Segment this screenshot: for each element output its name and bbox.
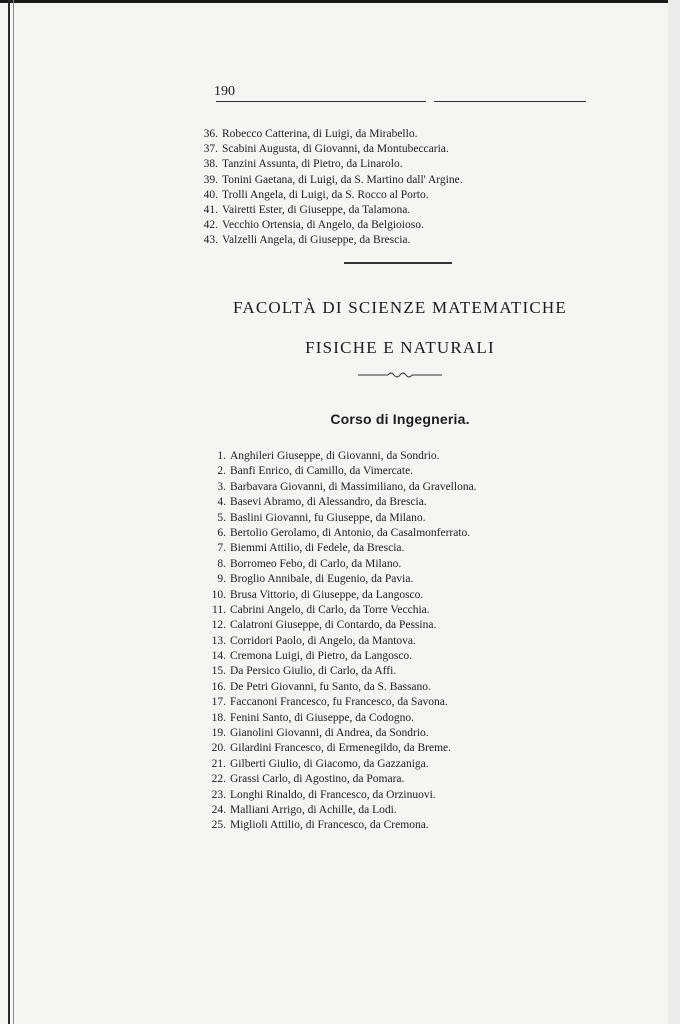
item-number: 6. bbox=[217, 526, 226, 539]
scan-edge-top bbox=[0, 0, 680, 3]
item-text: Cabrini Angelo, di Carlo, da Torre Vecchia. bbox=[230, 603, 430, 616]
item-text: Grassi Carlo, di Agostino, da Pomara. bbox=[230, 773, 405, 786]
item-number: 43. bbox=[203, 234, 218, 247]
item-number: 8. bbox=[217, 557, 226, 570]
item-text: Gianolini Giovanni, di Andrea, da Sondrio. bbox=[230, 727, 429, 740]
item-number: 38. bbox=[203, 158, 218, 171]
section-divider-rule bbox=[344, 262, 452, 264]
item-number: 17. bbox=[211, 696, 226, 709]
item-number: 14. bbox=[211, 650, 226, 663]
scan-margin-right bbox=[668, 0, 680, 1024]
header-rule-right bbox=[434, 101, 586, 102]
item-text: Banfi Enrico, di Camillo, da Vimercate. bbox=[230, 465, 414, 478]
item-number: 10. bbox=[211, 588, 226, 601]
item-text: Cremona Luigi, di Pietro, da Langosco. bbox=[230, 650, 413, 663]
item-number: 22. bbox=[211, 773, 226, 786]
scan-edge-left bbox=[8, 0, 10, 1024]
item-number: 39. bbox=[203, 173, 218, 186]
item-text: Vecchio Ortensia, di Angelo, da Belgioioso. bbox=[222, 219, 424, 232]
item-number: 11. bbox=[212, 603, 226, 616]
header-rule-left bbox=[216, 101, 426, 102]
course-title: Corso di Ingegneria. bbox=[330, 411, 470, 427]
item-number: 21. bbox=[211, 757, 226, 770]
item-text: Calatroni Giuseppe, di Contardo, da Pessina. bbox=[230, 619, 437, 632]
item-number: 40. bbox=[203, 188, 218, 201]
item-text: Gilberti Giulio, di Giacomo, da Gazzaniga. bbox=[230, 757, 429, 770]
item-number: 24. bbox=[211, 803, 226, 816]
item-text: Barbavara Giovanni, di Massimiliano, da Gravellona. bbox=[230, 480, 477, 493]
item-text: Da Persico Giulio, di Carlo, da Affi. bbox=[230, 665, 397, 678]
item-text: Miglioli Attilio, di Francesco, da Cremona. bbox=[230, 819, 429, 832]
item-number: 9. bbox=[217, 573, 226, 586]
item-number: 2. bbox=[217, 465, 226, 478]
item-number: 18. bbox=[211, 711, 226, 724]
item-text: Fenini Santo, di Giuseppe, da Codogno. bbox=[230, 711, 414, 724]
item-number: 4. bbox=[217, 496, 226, 509]
item-number: 7. bbox=[217, 542, 226, 555]
item-text: Basevi Abramo, di Alessandro, da Brescia. bbox=[230, 496, 427, 509]
page-number: 190 bbox=[214, 84, 235, 99]
item-text: Baslini Giovanni, fu Giuseppe, da Milano. bbox=[230, 511, 426, 524]
item-text: Bertolio Gerolamo, di Antonio, da Casalmonferrato. bbox=[230, 526, 471, 539]
item-text: Anghileri Giuseppe, di Giovanni, da Sondrio. bbox=[230, 450, 440, 462]
item-number: 5. bbox=[217, 511, 226, 524]
item-text: Valzelli Angela, di Giuseppe, da Brescia. bbox=[222, 234, 411, 247]
item-text: Malliani Arrigo, di Achille, da Lodi. bbox=[230, 803, 397, 816]
item-text: Tonini Gaetana, di Luigi, da S. Martino dall' Argine. bbox=[222, 173, 463, 186]
item-text: Broglio Annibale, di Eugenio, da Pavia. bbox=[230, 573, 414, 586]
item-number: 23. bbox=[211, 788, 226, 801]
item-text: Robecco Catterina, di Luigi, da Mirabello. bbox=[222, 128, 418, 140]
item-number: 15. bbox=[211, 665, 226, 678]
item-text: Tanzini Assunta, di Pietro, da Linarolo. bbox=[222, 158, 403, 171]
item-number: 25. bbox=[211, 819, 226, 832]
item-number: 42. bbox=[203, 219, 218, 232]
item-text: Trolli Angela, di Luigi, da S. Rocco al Porto. bbox=[222, 188, 429, 201]
scan-edge-left-inner bbox=[13, 0, 14, 1024]
faculty-title-line-1: FACOLTÀ DI SCIENZE MATEMATICHE bbox=[233, 298, 567, 317]
item-text: Longhi Rinaldo, di Francesco, da Orzinuovi. bbox=[230, 788, 436, 801]
item-number: 37. bbox=[203, 143, 218, 156]
item-number: 19. bbox=[211, 727, 226, 740]
item-text: De Petri Giovanni, fu Santo, da S. Bassano. bbox=[230, 680, 431, 693]
item-text: Brusa Vittorio, di Giuseppe, da Langosco. bbox=[230, 588, 424, 601]
item-text: Corridori Paolo, di Angelo, da Mantova. bbox=[230, 634, 416, 647]
item-text: Gilardini Francesco, di Ermenegildo, da Breme. bbox=[230, 742, 451, 755]
item-text: Faccanoni Francesco, fu Francesco, da Savona. bbox=[230, 696, 448, 709]
item-number: 16. bbox=[211, 680, 226, 693]
item-number: 1. bbox=[217, 450, 226, 462]
item-number: 3. bbox=[217, 480, 226, 493]
item-number: 36. bbox=[203, 128, 218, 140]
item-number: 20. bbox=[211, 742, 226, 755]
item-number: 12. bbox=[211, 619, 226, 632]
item-text: Borromeo Febo, di Carlo, da Milano. bbox=[230, 557, 402, 570]
ornament-divider-icon bbox=[358, 370, 442, 380]
item-number: 13. bbox=[211, 634, 226, 647]
item-text: Vairetti Ester, di Giuseppe, da Talamona. bbox=[222, 203, 411, 216]
faculty-title-line-2: FISICHE E NATURALI bbox=[305, 338, 495, 357]
item-text: Biemmi Attilio, di Fedele, da Brescia. bbox=[230, 542, 405, 555]
item-number: 41. bbox=[203, 203, 218, 216]
item-text: Scabini Augusta, di Giovanni, da Montubeccaria. bbox=[222, 143, 449, 156]
